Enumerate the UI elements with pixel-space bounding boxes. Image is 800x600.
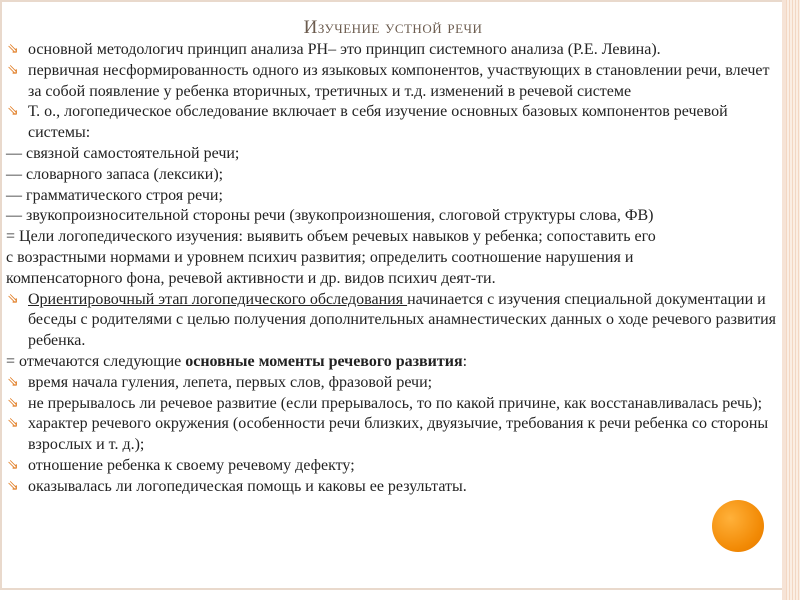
bullet-item xyxy=(6,373,782,394)
bullet-text xyxy=(28,291,776,350)
bullet-arrow-icon: ⇘ xyxy=(7,416,19,432)
moments-prefix: = отмечаются следующие xyxy=(6,352,186,370)
bullet-item xyxy=(6,394,782,415)
bullet-text: характер речевого окружения (особенности речи близких, двуязычие, требования к речи ребенка со стороны взрослых и т. д.); xyxy=(28,415,769,454)
bullet-arrow-icon: ⇘ xyxy=(7,42,19,57)
bullet-text: отношение ребенка к своему речевому дефекту; xyxy=(28,456,355,474)
bullet-item xyxy=(6,40,782,61)
moments-heading xyxy=(6,352,782,373)
bullet-item xyxy=(6,477,782,498)
bullet-item xyxy=(6,456,782,477)
bullet-text: время начала гуления, лепета, первых слов, фразовой речи; xyxy=(28,373,433,391)
underlined-term: Ориентировочный этап логопедического обследования xyxy=(28,290,408,308)
bullet-text-rest: начинается с изучения специальной документации и беседы с родителями с целью получения дополнительных анамнестических данных о ходе речевого развития ребенка. xyxy=(28,290,777,350)
bullet-arrow-icon: ⇘ xyxy=(7,457,19,473)
slide-title: Изучение устной речи xyxy=(303,17,483,38)
bullet-item xyxy=(6,414,782,456)
component-item: — грамматического строя речи; xyxy=(6,186,223,204)
bullet-text: не прерывалось ли речевое развитие (если прерывалось, то по какой причине, как восстанавливалась речь); xyxy=(28,394,763,412)
bullet-item xyxy=(6,290,782,352)
bullet-arrow-icon: ⇘ xyxy=(7,478,19,494)
bullet-arrow-icon: ⇘ xyxy=(7,62,19,78)
slide-body xyxy=(6,40,782,498)
bullet-arrow-icon: ⇘ xyxy=(7,395,19,411)
bullet-text: Т. о., логопедическое обследование включает в себя изучение основных базовых компонентов речевой системы: xyxy=(28,103,728,142)
bullet-arrow-icon: ⇘ xyxy=(7,374,19,390)
decorative-stripe xyxy=(786,0,800,600)
goals-line: компенсаторного фона, речевой активности и др. видов психич деят-ти. xyxy=(6,269,496,287)
orange-circle-decoration xyxy=(712,500,764,552)
goals-line: с возрастными нормами и уровнем психич развития; определить соотношение нарушения и xyxy=(6,248,634,266)
bullet-item xyxy=(6,61,782,103)
moments-suffix: : xyxy=(462,352,468,370)
goals-line: = Цели логопедического изучения: выявить объем речевых навыков у ребенка; сопоставить его xyxy=(6,228,656,246)
bullet-text: оказывалась ли логопедическая помощь и каковы ее результаты. xyxy=(28,477,467,495)
component-item: — связной самостоятельной речи; xyxy=(6,144,240,162)
bullet-arrow-icon: ⇘ xyxy=(7,104,19,120)
moments-bold: основные моменты речевого развития xyxy=(185,352,463,370)
bullet-item xyxy=(6,102,782,144)
bullet-arrow-icon: ⇘ xyxy=(7,291,19,307)
component-item: — словарного запаса (лексики); xyxy=(6,165,224,183)
component-item: — звукопроизносительной стороны речи (звукопроизношения, слоговой структуры слова, ФВ) xyxy=(6,207,654,225)
bullet-text: первичная несформированность одного из языковых компонентов, участвующих в становлении речи, влечет за собой появление у ребенка вторичных, третичных и т.д. изменений в речевой системе xyxy=(28,61,770,100)
bullet-text: основной методологич принцип анализа РН– это принцип системного анализа (Р.Е. Левина). xyxy=(28,41,661,58)
